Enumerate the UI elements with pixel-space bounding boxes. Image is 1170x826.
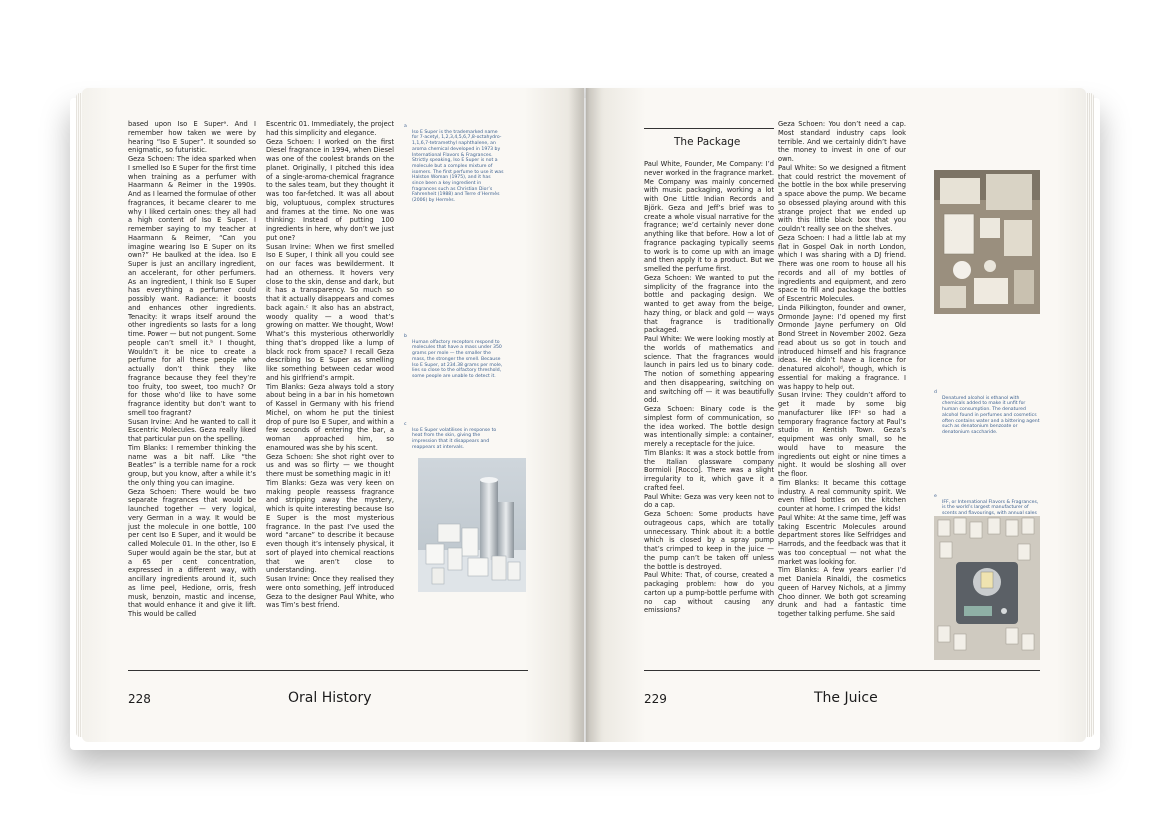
left-page: [82, 88, 584, 742]
page-number: 228: [128, 692, 151, 706]
footnote-marker: d: [934, 390, 937, 395]
left-page-column-2: Escentric 01. Immediately, the project had this simplicity and elegance. Geza Schoen: I worked on the first Diesel fragrance in 1994, when Diesel was one of the coolest brands on the planet. Originally, I pitched this idea of a single-aroma-chemical fragrance to the sales team, but they thought it was too far-fetched. It was all about big, voluptuous, complex structures and frames at the time. No one was thinking: Instead of putting 100 ingredients in here, why don’t we just put one? Susan Irvine: When we first smelled Iso E Super, I think all you could see on our faces was bewilderment. It had an otherness. It hovers very close to the skin, dense and dark, but it has a transparency. So much so that it actually disappears and comes back again.ᶜ It also has an abstract, woody quality — a wood that’s growing on matter. We thought, Wow! What’s this mysterious otherworldly thing that’s dropped like a lump of black rock from space? I recall Geza describing Iso E Super as smelling like something between cedar wood and his girlfriend’s armpit. Tim Blanks: Geza always told a story about being in a bar in his hometown of Kassel in Germany with his friend Michel, on whom he put the tiniest drop of pure Iso E Super, and within a few seconds of entering the bar, a woman approached him, so enamoured was she by his scent. Geza Schoen: She shot right over to us and was so flirty — we thought there must be something magic in it! Tim Blanks: Geza was very keen on making people reassess fragrance and stripping away the mystery, which is quite interesting because Iso E Super is the most mysterious fragrance. In the past I’ve used the word “arcane” to describe it because even though it’s intensely physical, it sort of played into chemical reactions that we aren’t close to understanding. Susan Irvine: Once they realised they were onto something, Jeff introduced Geza to the designer Paul White, who was Tim’s best friend.: [266, 120, 394, 610]
footnote-d: [934, 390, 1040, 435]
right-page: [586, 88, 1086, 742]
footnote-text: IFF, or International Flavors & Fragrances, is the world’s largest manufacturer of scents and flavourings, with annual sales: [942, 499, 1039, 517]
footnote-a: [404, 124, 504, 204]
book-gutter: [568, 88, 604, 742]
page-number: 229: [644, 692, 667, 706]
right-page-rule: [644, 670, 1040, 671]
section-rule: [644, 128, 774, 129]
footnote-text: Denatured alcohol is ethanol with chemicals added to make it unfit for human consumption. The denatured alcohol found in perfumes and cosmetics often contains water and a bittering agent such as denatonium benzoate or denatonium saccharide.: [942, 395, 1040, 435]
footnote-marker: a: [404, 124, 407, 129]
scale-photo: [934, 516, 1040, 660]
bottles-photo: [418, 458, 526, 592]
footnote-text: Iso E Super volatilises in response to heat from the skin, giving the impression that it disappears and reappears at intervals.: [412, 427, 497, 450]
right-page-column-2: Geza Schoen: You don’t need a cap. Most standard industry caps look terrible. And we certainly didn’t have the money to invest in one of our own. Paul White: So we designed a fitment that could restrict the movement of the bottle in the box while preserving a space above the pump. We became so obsessed playing around with this strange project that we ended up with this little black box that you couldn’t really see on the shelves. Geza Schoen: I had a little lab at my flat in Gospel Oak in north London, which I was sharing with a DJ friend. There was one room to house all his records and all of my bottles of ingredients and equipment, and zero space to fill and package the bottles of Escentric Molecules. Linda Pilkington, founder and owner, Ormonde Jayne: I’d opened my first Ormonde Jayne perfumery on Old Bond Street in November 2002. Geza read about us so got in touch and introduced himself and his fragrance ideas. He didn’t have a licence for denatured alcoholᵈ, though, which is essential for making a fragrance. I was happy to help out. Susan Irvine: They couldn’t afford to get it made by some big manufacturer like IFFᵉ so had a temporary fragrance factory at Paul’s studio in Kentish Town. Geza’s equipment was only small, so he would have to measure the ingredients out eight or nine times a night. It would be sloshing all over the floor. Tim Blanks: It became this cottage industry. A real community spirit. We even filled bottles on the kitchen counter at home. I crimped the kids! Paul White: At the same time, Jeff was taking Escentric Molecules around department stores like Selfridges and Harrods, and the feedback was that it was too conceptual — not what the market was looking for. Tim Blanks: A few years earlier I’d met Daniela Rinaldi, the cosmetics queen of Harvey Nichols, at a Jimmy Choo dinner. We both got screaming drunk and had a fantastic time together talking perfume. She said: [778, 120, 906, 618]
left-page-rule: [128, 670, 528, 671]
left-page-column-1: based upon Iso E Superᵃ. And I remember how taken we were by hearing “Iso E Super”. It sounded so enigmatic, so futuristic. Geza Schoen: The idea sparked when I smelled Iso E Super for the first time when training as a perfumer with Haarmann & Reimer in the 1990s. And as I learned the formulae of other fragrances, it became clearer to me why I liked certain ones: they all had a high content of Iso E Super. I remember saying to my teacher at Haarmann & Reimer, “Can you imagine wearing Iso E Super on its own?” He baulked at the idea. Iso E Super is just an ancillary ingredient, an accelerant, for other perfumers. As an ingredient, I think Iso E Super has everything a perfumer could possibly want. Radiance: it boosts and enhances other ingredients. Tenacity: it wraps itself around the other ingredients so lasts for a long time. Power — but not pungent. Some people can’t smell it.ᵇ I thought, Wouldn’t it be nice to create a perfume for all these people who actually don’t think they like fragrance because they feel they’re too fruity, too sweet, too much? Or for those who’d like to have some fragrance identity but don’t want to smell too fragrant? Susan Irvine: And he wanted to call it Escentric Molecules. Geza really liked that particular pun on the spelling. Tim Blanks: I remember thinking the name was a bit naff. Like “the Beatles” is a terrible name for a rock group, but you know, after a while it’s the only thing you can imagine. Geza Schoen: There would be two separate fragrances that would be launched together — very logical, very German in a way. It would be just the molecule in one bottle, 100 per cent Iso E Super, and it would be called Molecule 01. In the other, Iso E Super would again be the star, but at a 65 per cent concentration, expressed in a different way, with ancillary ingredients around it, such as lime peel, Hedione, orris, fresh musk, benzoin, mastic and incense, that would enhance it and give it lift. This would be called: [128, 120, 256, 618]
footnote-marker: c: [404, 422, 407, 427]
running-head: Oral History: [288, 690, 372, 706]
footnote-b: [404, 334, 504, 379]
right-page-column-1: Paul White, Founder, Me Company: I’d never worked in the fragrance market. Me Company was mainly concerned with music packaging, working a lot with One Little Indian Records and Björk. Geza and Jeff’s brief was to create a whole visual narrative for the fragrance; we’d certainly never done anything like that before. How a lot of fragrance packaging typically seems to work is to come up with an image and then apply it to a product. But we smelled the perfume first. Geza Schoen: We wanted to put the simplicity of the fragrance into the bottle and packaging design. We wanted to get away from the beige, hazy thing, or black and gold — ways that fragrance is traditionally packaged. Paul White: We were looking mostly at the worlds of mathematics and science. That the fragrances would launch in pairs led us to binary code. The notion of something appearing and then disappearing, switching on and switching off — it was beautifully odd. Geza Schoen: Binary code is the simplest form of communication, so the idea worked. The bottle design was intentionally simple: a container, merely a receptacle for the juice. Tim Blanks: It was a stock bottle from the Italian glassware company Bormioli [Rocco]. There was a slight irregularity to it, which gave it a crafted feel. Paul White: Geza was very keen not to do a cap. Geza Schoen: Some products have outrageous caps, which are totally unnecessary. Think about it: a bottle which is closed by a spray pump that’s crimped to keep in the juice — the pump can’t be taken off unless the bottle is destroyed. Paul White: That, of course, created a packaging problem: how do you carton up a pump-bottle perfume with no cap without causing any emissions?: [644, 160, 774, 615]
footnote-c: [404, 422, 504, 450]
footnote-marker: e: [934, 494, 937, 499]
running-head: The Juice: [814, 690, 878, 706]
footnote-marker: b: [404, 334, 407, 339]
footnote-text: Human olfactory receptors respond to molecules that have a mass under 350 grams per mole — the smaller the mass, the stronger the smell. Because Iso E Super, at 234.38 grams per mole, lies so close to the olfactory threshold, some people are unable to detect it.: [412, 339, 503, 379]
footnote-text: Iso E Super is the trademarked name for 7-acetyl, 1,2,3,4,5,6,7,8-octahydro-1,1,6,7-tetramethyl naphthalene, an aroma chemical developed in 1973 by International Flavors & Fragrances. Strictly speaking, Iso E Super is not a molecule but a complex mixture of isomers. The first perfume to use it was Halston Woman (1975), and it has since been a key ingredient in fragrances such as Christian Dior’s Fahrenheit (1988) and Terre d’Hermès (2006) by Hermès.: [412, 129, 504, 204]
workbench-photo: [934, 170, 1040, 314]
section-title: The Package: [674, 136, 741, 148]
